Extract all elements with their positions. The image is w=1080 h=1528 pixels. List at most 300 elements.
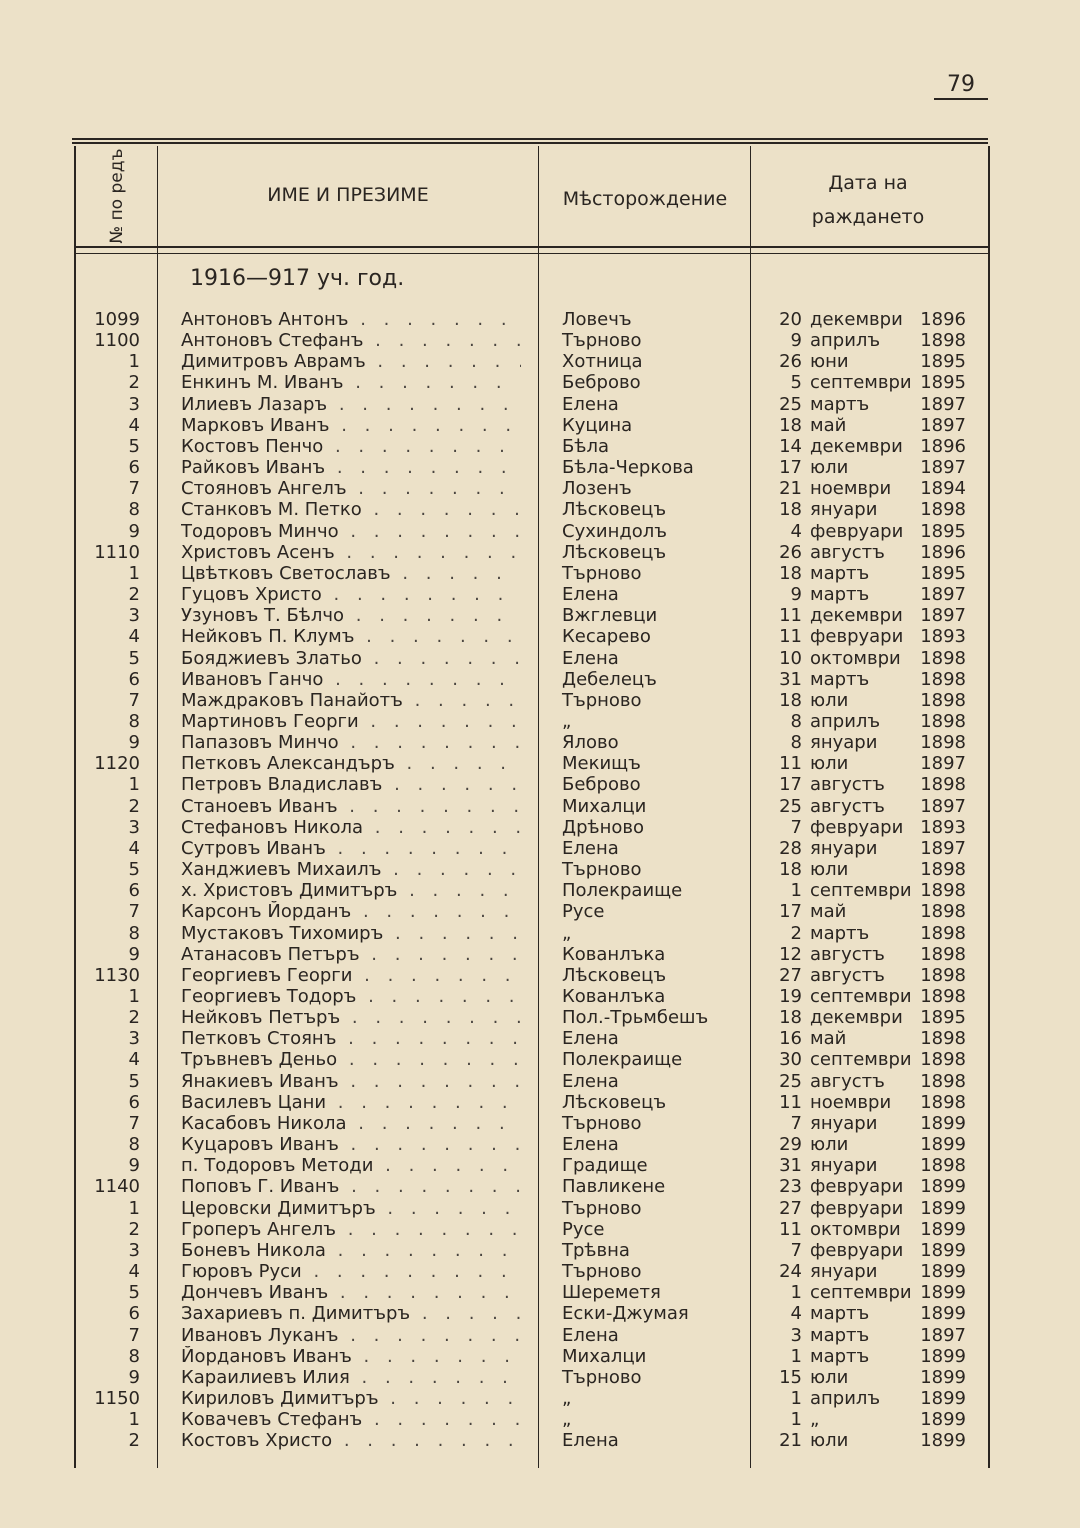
birth-month: мартъ [810,562,870,584]
birth-day: 26 [779,541,802,563]
birth-year: 1895 [920,520,966,542]
birth-year: 1898 [920,986,966,1007]
table-row [0,923,1080,944]
student-name: Тодоровъ Минчо . . [181,521,521,542]
table-row [0,838,1080,859]
header-rule-thin [74,253,988,254]
birth-day: 11 [779,1091,802,1113]
student-name: Гуцовъ Христо . . [181,584,521,605]
birthplace: Ялово [562,732,619,754]
birth-day: 26 [779,351,802,373]
table-row [0,415,1080,436]
birth-year: 1898 [920,774,966,796]
birth-day: 17 [779,457,802,479]
student-name: Тръвневъ Деньо . . [181,1049,521,1070]
birth-year: 1898 [920,668,966,690]
birth-month: „ [810,1409,820,1431]
row-number: 6 [128,457,140,479]
table-row [0,1219,1080,1240]
birth-day: 29 [779,1134,802,1156]
row-number: 1150 [94,1387,140,1409]
birth-year: 1893 [920,626,966,648]
table-row [0,394,1080,415]
birthplace: Елена [562,1134,619,1156]
table-row [0,1155,1080,1176]
birth-day: 18 [779,562,802,584]
birth-day: 18 [779,499,802,521]
table-row [0,309,1080,330]
birth-year: 1898 [920,647,966,669]
birth-year: 1898 [920,1091,966,1113]
student-name: Церовски Димитъръ . . [181,1198,521,1219]
birth-day: 7 [790,1239,802,1261]
birth-month: мартъ [810,1324,870,1346]
birth-year: 1899 [920,1345,966,1367]
birthplace: Търново [562,1366,642,1388]
birth-year: 1897 [920,1324,966,1346]
table-row [0,774,1080,795]
table-row [0,457,1080,478]
row-number: 1100 [94,330,140,352]
student-name: Касабовъ Никола . . [181,1113,521,1134]
row-number: 5 [128,435,140,457]
birth-day: 25 [779,393,802,415]
birth-year: 1898 [920,964,966,986]
column-header-birthdate [752,166,984,234]
birthplace: Търново [562,1112,642,1134]
birth-year: 1898 [920,1070,966,1092]
row-number: 7 [128,1324,140,1346]
birthplace: Градище [562,1155,648,1177]
birth-day: 14 [779,435,802,457]
birth-year: 1895 [920,351,966,373]
birth-day: 8 [790,732,802,754]
birth-month: май [810,414,847,436]
row-number: 1099 [94,309,140,330]
birth-month: февруари [810,1197,904,1219]
birthplace: Елена [562,647,619,669]
birth-day: 9 [790,330,802,352]
student-name: Марковъ Иванъ . . [181,415,521,436]
birth-day: 4 [790,520,802,542]
birthplace: Дрѣново [562,816,644,838]
row-number: 6 [128,668,140,690]
row-number: 6 [128,1303,140,1325]
birthplace: Ловечъ [562,309,632,330]
birth-month: февруари [810,520,904,542]
student-name: Антоновъ Антонъ . . [181,309,521,330]
row-number: 4 [128,1261,140,1283]
birth-year: 1898 [920,1049,966,1071]
student-name: Янакиевъ Иванъ . . [181,1071,521,1092]
student-name: Димитровъ Аврамъ . . [181,351,521,372]
birth-year: 1899 [920,1239,966,1261]
birth-year: 1898 [920,1155,966,1177]
birthplace: Елена [562,837,619,859]
row-number: 9 [128,520,140,542]
birth-day: 16 [779,1028,802,1050]
birth-day: 8 [790,710,802,732]
table-body [0,309,1080,1451]
student-name: Йордановъ Иванъ . . [181,1346,521,1367]
birth-day: 1 [790,1282,802,1304]
birthplace: Бѣла [562,435,609,457]
table-row [0,753,1080,774]
student-name: Дончевъ Иванъ . . [181,1282,521,1303]
birthplace: Беброво [562,372,641,394]
birth-month: декември [810,1007,903,1029]
birth-month: мартъ [810,668,870,690]
row-number: 9 [128,732,140,754]
table-row [0,1092,1080,1113]
birthplace: Лозенъ [562,478,632,500]
column-header-name: ИМЕ И ПРЕЗИМЕ [267,184,429,206]
student-name: Узуновъ Т. Бѣлчо . . [181,605,521,626]
birth-day: 11 [779,753,802,775]
birthplace: Бѣла-Черкова [562,457,694,479]
birth-year: 1897 [920,837,966,859]
row-number: 7 [128,689,140,711]
birth-year: 1899 [920,1387,966,1409]
student-name: Енкинъ М. Иванъ . . [181,372,521,393]
birth-day: 1 [790,1409,802,1431]
table-row [0,1134,1080,1155]
birthplace: Кованлъка [562,986,666,1007]
row-number: 3 [128,605,140,627]
birth-day: 10 [779,647,802,669]
student-name: Антоновъ Стефанъ . . [181,330,521,351]
birthplace: Русе [562,1218,605,1240]
table-row [0,880,1080,901]
birthplace: Кесарево [562,626,651,648]
birth-year: 1898 [920,922,966,944]
birth-day: 4 [790,1303,802,1325]
birth-month: януари [810,837,878,859]
table-row [0,1198,1080,1219]
birth-day: 1 [790,880,802,902]
birthplace: Мекищъ [562,753,641,775]
student-name: Куцаровъ Иванъ . . [181,1134,521,1155]
table-row [0,372,1080,393]
table-row [0,478,1080,499]
row-number: 6 [128,880,140,902]
birth-day: 15 [779,1366,802,1388]
row-number: 2 [128,372,140,394]
row-number: 4 [128,626,140,648]
birth-month: августъ [810,795,885,817]
birth-month: априлъ [810,330,881,352]
row-number: 1120 [94,753,140,775]
birth-year: 1898 [920,499,966,521]
birth-day: 18 [779,1007,802,1029]
row-number: 9 [128,1155,140,1177]
student-name: Гроперъ Ангелъ . . [181,1219,521,1240]
birthplace: Павликене [562,1176,666,1198]
row-number: 4 [128,1049,140,1071]
table-row [0,859,1080,880]
student-name: Стефановъ Никола . . [181,817,521,838]
birth-year: 1898 [920,710,966,732]
student-name: Карсонъ Йорданъ . . [181,901,521,922]
birth-month: декември [810,309,903,330]
row-number: 2 [128,1430,140,1452]
birth-day: 17 [779,901,802,923]
birth-year: 1894 [920,478,966,500]
table-row [0,1049,1080,1070]
row-number: 1 [128,1197,140,1219]
birth-year: 1899 [920,1112,966,1134]
student-name: Петковъ Александъръ . . [181,753,521,774]
table-row [0,944,1080,965]
table-row [0,1007,1080,1028]
birth-year: 1896 [920,435,966,457]
column-header-birthplace: Мѣсторождение [562,188,728,210]
birth-month: февруари [810,626,904,648]
birth-year: 1897 [920,753,966,775]
birthplace: Трѣвна [562,1239,630,1261]
student-name: Мустаковъ Тихомиръ . . [181,923,521,944]
birth-day: 18 [779,859,802,881]
birth-year: 1897 [920,414,966,436]
birth-day: 19 [779,986,802,1007]
birth-month: мартъ [810,1345,870,1367]
row-number: 5 [128,1282,140,1304]
birth-year: 1896 [920,541,966,563]
student-name: Георгиевъ Георги . . [181,965,521,986]
birth-month: май [810,901,847,923]
birth-year: 1899 [920,1366,966,1388]
row-number: 8 [128,499,140,521]
birth-year: 1898 [920,859,966,881]
table-row [0,605,1080,626]
table-row [0,584,1080,605]
birthplace: Елена [562,584,619,606]
birth-day: 1 [790,1387,802,1409]
table-row [0,1409,1080,1430]
row-number: 8 [128,1134,140,1156]
table-row [0,499,1080,520]
table-row [0,1071,1080,1092]
birth-year: 1897 [920,393,966,415]
birth-month: августъ [810,774,885,796]
row-number: 1140 [94,1176,140,1198]
table-row [0,1028,1080,1049]
birth-day: 7 [790,1112,802,1134]
student-name: Райковъ Иванъ . . [181,457,521,478]
birth-month: декември [810,605,903,627]
row-number: 1 [128,351,140,373]
birthplace: „ [562,710,572,732]
student-name: Петковъ Стоянъ . . [181,1028,521,1049]
birth-year: 1897 [920,605,966,627]
birthplace: Лѣсковецъ [562,964,667,986]
student-name: Ивановъ Луканъ . . [181,1325,521,1346]
birthplace: „ [562,922,572,944]
birth-day: 2 [790,922,802,944]
birthplace: Шереметя [562,1282,661,1304]
student-name: Бояджиевъ Златьо . . [181,648,521,669]
birthplace: Търново [562,689,642,711]
birth-month: февруари [810,1239,904,1261]
row-number: 2 [128,1007,140,1029]
student-name: Ивановъ Ганчо . . [181,669,521,690]
birthplace: Търново [562,1261,642,1283]
student-name: Маждраковъ Панайотъ . . [181,690,521,711]
table-row [0,1282,1080,1303]
birth-year: 1899 [920,1261,966,1283]
row-number: 1 [128,986,140,1007]
table-row [0,436,1080,457]
row-number: 7 [128,1112,140,1134]
birth-month: августъ [810,541,885,563]
birthplace: Дебелецъ [562,668,657,690]
birth-year: 1899 [920,1218,966,1240]
birth-day: 21 [779,1430,802,1452]
row-number: 4 [128,414,140,436]
birth-day: 1 [790,1345,802,1367]
table-row [0,711,1080,732]
row-number: 5 [128,647,140,669]
student-name: Атанасовъ Петъръ . . [181,944,521,965]
table-row [0,330,1080,351]
birth-year: 1895 [920,562,966,584]
birth-month: януари [810,1112,878,1134]
birth-year: 1899 [920,1176,966,1198]
birth-day: 18 [779,689,802,711]
birth-month: септември [810,1049,912,1071]
student-name: Василевъ Цани . . [181,1092,521,1113]
column-header-number-label: № по редъ [107,148,127,244]
birthplace: Куцина [562,414,633,436]
birth-day: 25 [779,1070,802,1092]
row-number: 4 [128,837,140,859]
birth-day: 27 [779,964,802,986]
birthplace: Елена [562,1028,619,1050]
table-row [0,563,1080,584]
birth-year: 1898 [920,1028,966,1050]
table-row [0,521,1080,542]
birth-year: 1899 [920,1197,966,1219]
birthplace: Търново [562,330,642,352]
birth-month: януари [810,732,878,754]
student-name: Нейковъ Петъръ . . [181,1007,521,1028]
birth-day: 27 [779,1197,802,1219]
birth-year: 1893 [920,816,966,838]
column-header-birthdate-line2: раждането [811,206,925,228]
birth-year: 1896 [920,309,966,330]
table-row [0,1240,1080,1261]
birthplace: Михалци [562,1345,647,1367]
student-name: Поповъ Г. Иванъ . . [181,1176,521,1197]
table-row [0,1176,1080,1197]
birthplace: Елена [562,1430,619,1452]
birth-month: мартъ [810,393,870,415]
birth-year: 1899 [920,1134,966,1156]
table-row [0,796,1080,817]
birth-day: 23 [779,1176,802,1198]
birth-month: декември [810,435,903,457]
birth-day: 25 [779,795,802,817]
row-number: 2 [128,1218,140,1240]
birth-month: априлъ [810,1387,881,1409]
table-row [0,1346,1080,1367]
row-number: 5 [128,1070,140,1092]
row-number: 8 [128,1345,140,1367]
student-name: Цвѣтковъ Светославъ . . [181,563,521,584]
student-name: Боневъ Никола . . [181,1240,521,1261]
section-title: 1916—917 уч. год. [190,266,405,291]
birthplace: Беброво [562,774,641,796]
row-number: 2 [128,795,140,817]
birthplace: Пол.-Трьмбешъ [562,1007,709,1029]
birth-month: май [810,1028,847,1050]
student-name: Георгиевъ Тодоръ . . [181,986,521,1007]
row-number: 5 [128,859,140,881]
birth-month: септември [810,372,912,394]
birthplace: Лѣсковецъ [562,1091,667,1113]
student-name: Караилиевъ Илия . . [181,1367,521,1388]
birth-month: ноември [810,1091,892,1113]
birth-day: 17 [779,774,802,796]
birthplace: Ески-Джумая [562,1303,689,1325]
row-number: 1110 [94,541,140,563]
birth-month: октомври [810,647,901,669]
row-number: 1 [128,562,140,584]
birth-month: юли [810,753,849,775]
row-number: 6 [128,1091,140,1113]
table-row [0,690,1080,711]
birthplace: Михалци [562,795,647,817]
birth-month: януари [810,1155,878,1177]
birth-year: 1898 [920,689,966,711]
student-name: х. Христовъ Димитъръ . . [181,880,521,901]
birth-day: 11 [779,1218,802,1240]
table-row [0,669,1080,690]
table-row [0,1430,1080,1451]
student-name: Захариевъ п. Димитъръ . . [181,1303,521,1324]
top-rule [72,138,988,144]
birth-month: августъ [810,1070,885,1092]
row-number: 7 [128,901,140,923]
student-name: Гюровъ Руси . . [181,1261,521,1282]
table-row [0,1113,1080,1134]
birth-day: 11 [779,626,802,648]
birth-year: 1897 [920,795,966,817]
birth-month: февруари [810,1176,904,1198]
birth-year: 1897 [920,457,966,479]
page-number: 79 [934,72,988,100]
birth-year: 1898 [920,901,966,923]
birth-month: априлъ [810,710,881,732]
table-row [0,648,1080,669]
column-header-number [76,148,158,244]
birthplace: Вжглевци [562,605,658,627]
birthplace: Търново [562,1197,642,1219]
birthplace: Търново [562,562,642,584]
birth-month: юли [810,457,849,479]
birth-day: 7 [790,816,802,838]
birthplace: „ [562,1409,572,1431]
birth-day: 30 [779,1049,802,1071]
birth-month: юли [810,1366,849,1388]
birth-month: февруари [810,816,904,838]
birthplace: Кованлъка [562,943,666,965]
row-number: 9 [128,1366,140,1388]
birth-day: 12 [779,943,802,965]
birth-year: 1899 [920,1409,966,1431]
birth-month: септември [810,986,912,1007]
birth-month: августъ [810,943,885,965]
